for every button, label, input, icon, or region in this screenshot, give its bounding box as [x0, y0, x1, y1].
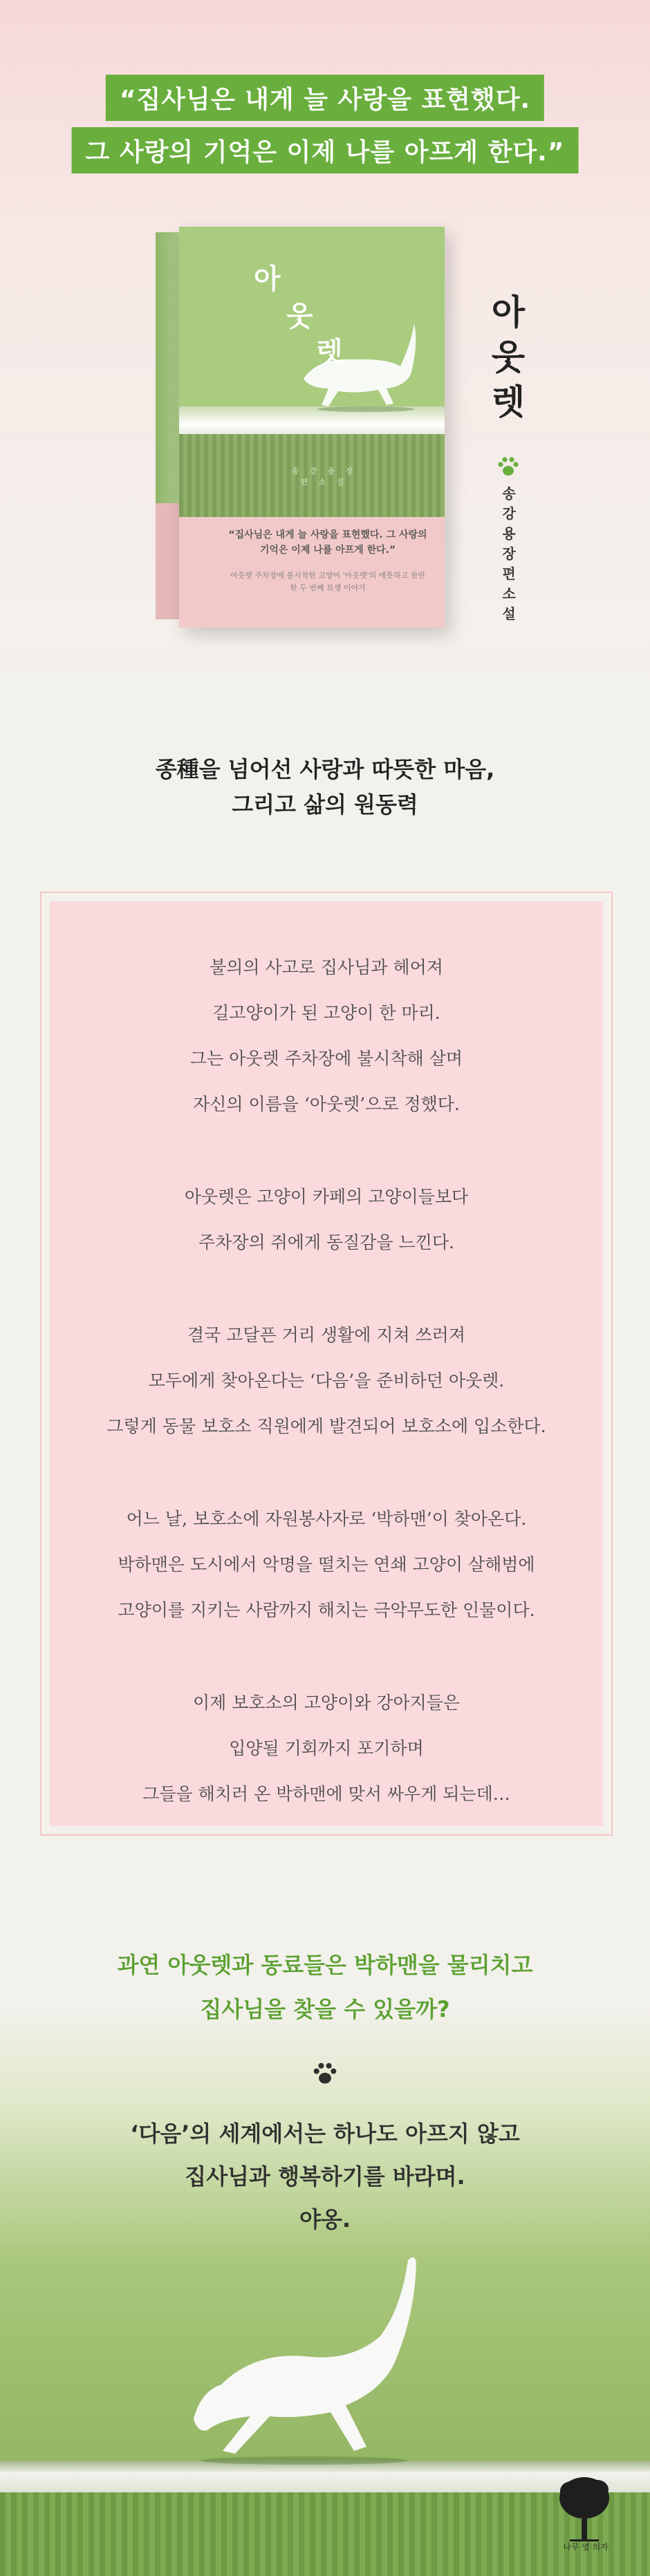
side-author: 송 강 용 장 편 소 설	[502, 485, 516, 622]
synopsis-line: 결국 고달픈 거리 생활에 지쳐 쓰러져	[187, 1325, 465, 1345]
side-title: 아 웃 렛	[491, 292, 526, 422]
question-line-2: 집사님을 찾을 수 있을까?	[200, 1996, 450, 2022]
synopsis-line: 불의의 사고로 집사님과 헤어져	[210, 957, 443, 977]
synopsis-box	[50, 901, 603, 1826]
synopsis-line: 길고양이가 된 고양이 한 마리.	[212, 1003, 440, 1023]
synopsis-line: 아웃렛은 고양이 카페의 고양이들보다	[184, 1187, 469, 1207]
top-quote-line-2: 그 사랑의 기억은 이제 나를 아프게 한다.”	[72, 127, 579, 173]
cover-title-char-2: 웃	[286, 301, 313, 332]
closing-line-1: ‘다음’의 세계에서는 하나도 아프지 않고	[130, 2121, 520, 2147]
publisher-name-top: 나무	[563, 2542, 579, 2552]
synopsis-line: 그들을 해치러 온 박하맨에 맞서 싸우게 되는데…	[142, 1784, 510, 1804]
synopsis-line: 이제 보호소의 고양이와 강아지들은	[192, 1693, 461, 1713]
synopsis-line: 그렇게 동물 보호소 직원에게 발견되어 보호소에 입소한다.	[106, 1416, 546, 1436]
paw-icon	[312, 2062, 338, 2085]
synopsis-line: 그는 아웃렛 주차장에 불시착해 살며	[189, 1049, 463, 1069]
cover-quote: “집사님은 내게 늘 사랑을 표현했다. 그 사랑의 기억은 이제 나를 아프게 한다.”	[228, 529, 427, 556]
cover-title-char-3: 렛	[316, 337, 343, 368]
cat-illustration-icon	[173, 2246, 449, 2467]
synopsis-line: 모두에게 찾아온다는 ‘다음’을 준비하던 아웃렛.	[148, 1371, 505, 1391]
synopsis-line: 어느 날, 보호소에 자원봉사자로 ‘박하맨’이 찾아온다.	[126, 1509, 527, 1529]
cat-illustration-icon	[290, 317, 428, 413]
question-line-1: 과연 아웃렛과 동료들은 박하맨을 물리치고	[117, 1952, 533, 1978]
cover-title-char-1: 아	[254, 263, 281, 295]
closing-line-2: 집사님과 행복하기를 바라며.	[185, 2163, 465, 2190]
synopsis-line: 주차장의 쥐에게 동질감을 느낀다.	[198, 1232, 454, 1252]
publisher-name-bottom: 의자	[592, 2542, 609, 2552]
paw-icon	[496, 456, 520, 477]
publisher-logo-text	[561, 2541, 610, 2553]
book-cover-3d	[156, 227, 446, 634]
closing-line-3: 야옹.	[299, 2206, 351, 2232]
synopsis-line: 고양이를 지키는 사람까지 해치는 극악무도한 인물이다.	[118, 1600, 535, 1620]
bottom-grass	[0, 2492, 650, 2576]
book-spine-pink	[156, 503, 179, 619]
publisher-name-mid: 옆	[582, 2542, 590, 2552]
top-quote-line-1: “집사님은 내게 늘 사랑을 표현했다.	[106, 75, 544, 121]
subtitle-line-1: 종種을 넘어선 사랑과 따뜻한 마음,	[155, 756, 495, 782]
subtitle-line-2: 그리고 삶의 원동력	[232, 791, 418, 818]
cover-author: 송 강 용 장 편 소 설	[291, 467, 358, 487]
subtitle	[0, 752, 650, 822]
cover-description: 아웃렛 주차장에 불시착한 고양이 '아웃렛'의 애틋하고 찬란한 두 번째 묘생 이야기	[230, 571, 426, 592]
synopsis-line: 입양될 기회까지 포기하며	[229, 1738, 424, 1758]
book-cover	[179, 227, 445, 628]
synopsis-line: 자신의 이름을 ‘아웃렛’으로 정했다.	[193, 1094, 460, 1114]
synopsis-line: 박하맨은 도시에서 악명을 떨치는 연쇄 고양이 살해범에	[118, 1554, 535, 1574]
